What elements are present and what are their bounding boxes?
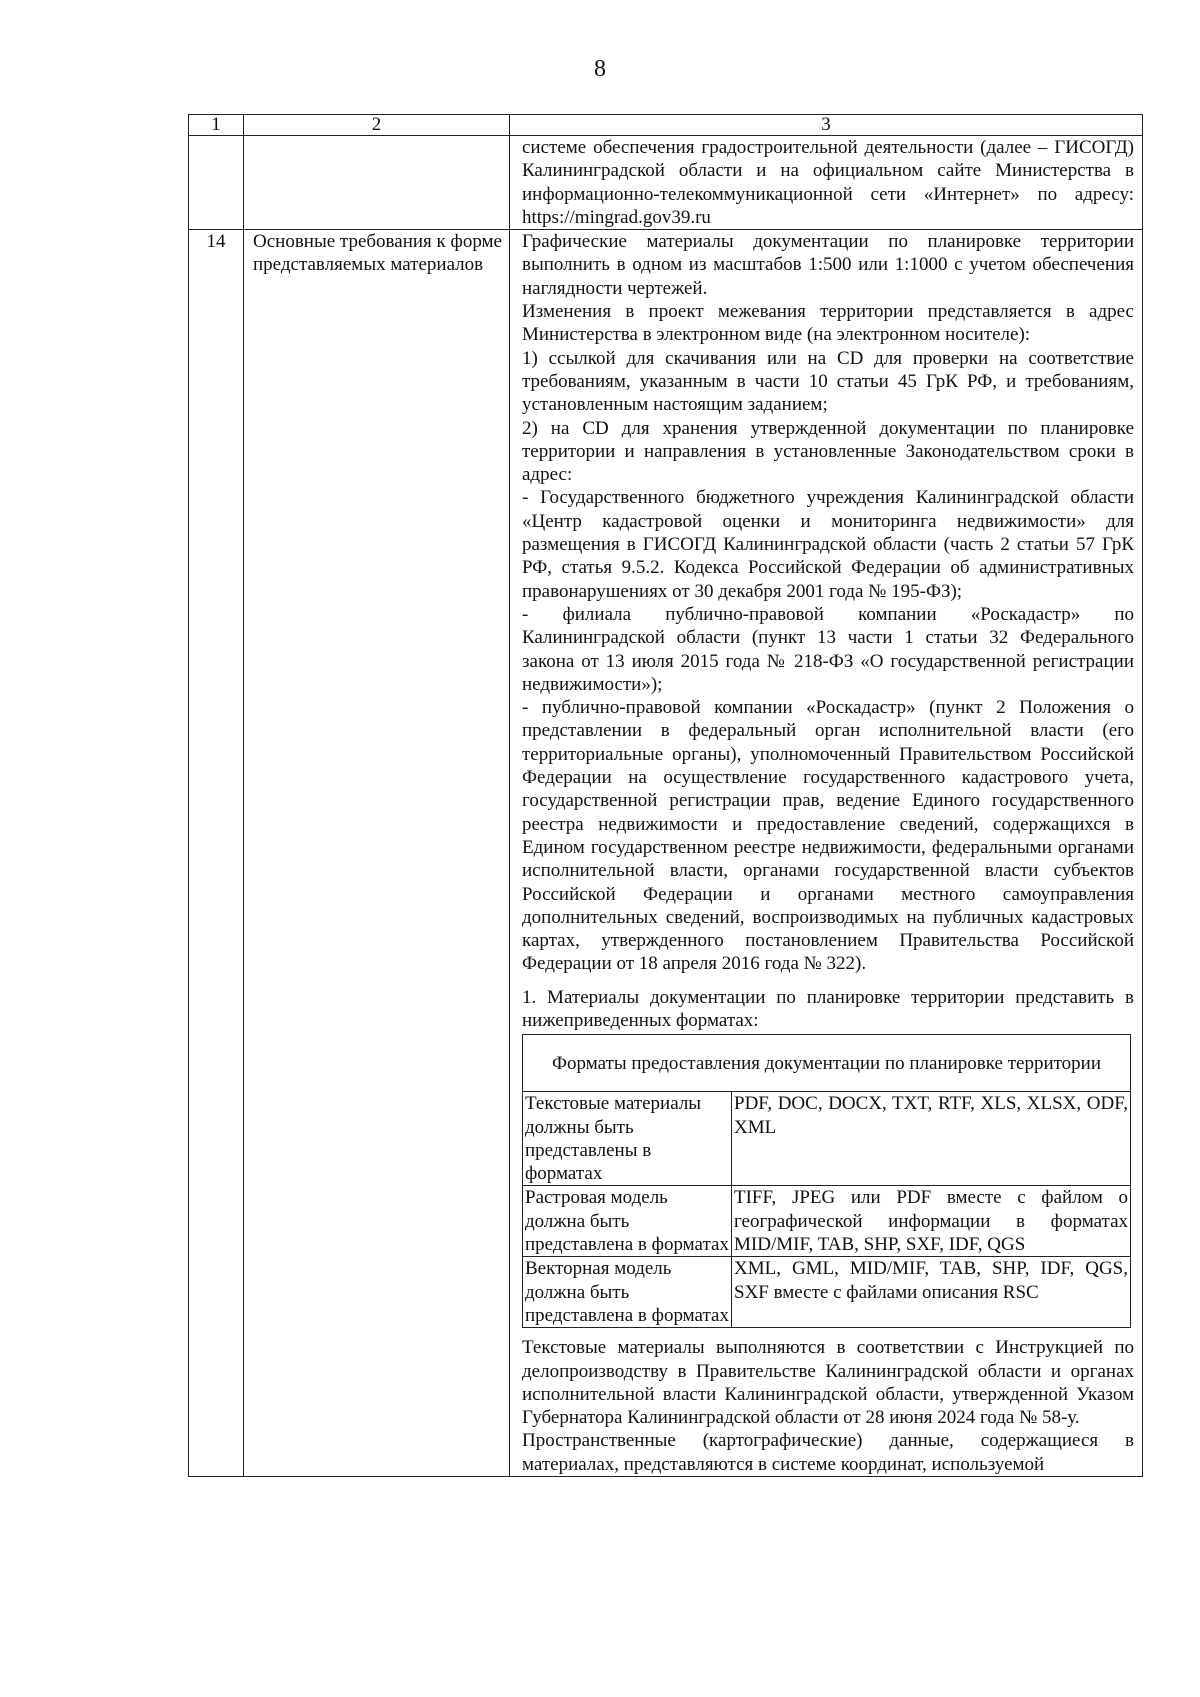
table-row xyxy=(189,136,1143,230)
row-label xyxy=(244,136,510,230)
formats-row xyxy=(523,1257,1131,1328)
paragraph: - публично-правовой компании «Роскадастр» (пункт 2 Положения о представлении в федеральный орган исполнительной власти (его территориальные органы), уполномоченный Правительством Российской Федерации на осуществление государственного кадастрового учета, государственной регистрации прав, ведение Единого государственного реестра недвижимости и предоставление сведений, содержащихся в Едином государственном реестре недвижимости, федеральными органами исполнительной власти, органами государственной власти субъектов Российской Федерации и органами местного самоуправления дополнительных сведений, воспроизводимых на публичных кадастровых картах, утвержденного постановлением Правительства Российской Федерации от 18 апреля 2016 года № 322). xyxy=(522,697,1134,975)
format-list: PDF, DOC, DOCX, TXT, RTF, XLS, XLSX, ODF, XML xyxy=(732,1092,1131,1186)
requirements-table xyxy=(188,114,1143,1477)
row-number: 14 xyxy=(189,230,244,1477)
header-row xyxy=(189,115,1143,136)
format-list: XML, GML, MID/MIF, TAB, SHP, IDF, QGS, SXF вместе с файлами описания RSC xyxy=(732,1257,1131,1328)
row-label: Основные требования к форме представляемых материалов xyxy=(244,230,510,1477)
row-number xyxy=(189,136,244,230)
paragraph: 1) ссылкой для скачивания или на CD для проверки на соответствие требованиям, указанным в части 10 статьи 45 ГрК РФ, и требованиям, установленным настоящим заданием; xyxy=(522,347,1134,416)
header-col-2: 2 xyxy=(244,115,510,136)
paragraph: - филиала публично-правовой компании «Роскадастр» по Калининградской области (пункт 13 части 1 статьи 32 Федерального закона от 13 июля 2015 года № 218-ФЗ «О государственной регистрации недвижимости»); xyxy=(522,603,1134,695)
paragraph: Текстовые материалы выполняются в соответствии с Инструкцией по делопроизводству в Правительстве Калининградской области и органах исполнительной власти Калининградской области, утвержденной Указом Губернатора Калининградской области от 28 июня 2024 года № 58-у. xyxy=(522,1337,1134,1429)
formats-intro: 1. Материалы документации по планировке территории представить в нижеприведенных форматах: xyxy=(522,986,1134,1031)
paragraph: системе обеспечения градостроительной деятельности (далее – ГИСОГД) Калининградской области и на официальном сайте Министерства в информационно-телекоммуникационной сети «Интернет» по адресу: https://mingrad.gov39.ru xyxy=(522,137,1134,228)
formats-table-title-row xyxy=(523,1035,1131,1092)
paragraph: Пространственные (картографические) данные, содержащиеся в материалах, представляются в системе координат, используемой xyxy=(522,1430,1134,1475)
table-row xyxy=(189,230,1143,1477)
formats-table xyxy=(522,1034,1131,1328)
paragraph: 2) на CD для хранения утвержденной документации по планировке территории и направления в установленные Законодательством сроки в адрес: xyxy=(522,417,1134,486)
formats-row xyxy=(523,1092,1131,1186)
formats-row xyxy=(523,1186,1131,1257)
page-number: 8 xyxy=(594,56,606,82)
format-list: TIFF, JPEG или PDF вместе с файлом о географической информации в форматах MID/MIF, TAB, SHP, SXF, IDF, QGS xyxy=(732,1186,1131,1257)
header-col-1: 1 xyxy=(189,115,244,136)
header-col-3: 3 xyxy=(510,115,1143,136)
row-content xyxy=(510,136,1143,230)
format-kind: Текстовые материалы должны быть представлены в форматах xyxy=(523,1092,732,1186)
formats-table-title: Форматы предоставления документации по планировке территории xyxy=(523,1035,1131,1092)
row-content xyxy=(510,230,1143,1477)
paragraph: Изменения в проект межевания территории представляется в адрес Министерства в электронном виде (на электронном носителе): xyxy=(522,301,1134,346)
format-kind: Векторная модель должна быть представлена в форматах xyxy=(523,1257,732,1328)
paragraph: Графические материалы документации по планировке территории выполнить в одном из масштабов 1:500 или 1:1000 с учетом обеспечения наглядности чертежей. xyxy=(522,231,1134,299)
format-kind: Растровая модель должна быть представлена в форматах xyxy=(523,1186,732,1257)
paragraph: - Государственного бюджетного учреждения Калининградской области «Центр кадастровой оценки и мониторинга недвижимости» для размещения в ГИСОГД Калининградской области (часть 2 статьи 57 ГрК РФ, статья 9.5.2. Кодекса Российской Федерации об административных правонарушениях от 30 декабря 2001 года № 195-ФЗ); xyxy=(522,487,1134,602)
